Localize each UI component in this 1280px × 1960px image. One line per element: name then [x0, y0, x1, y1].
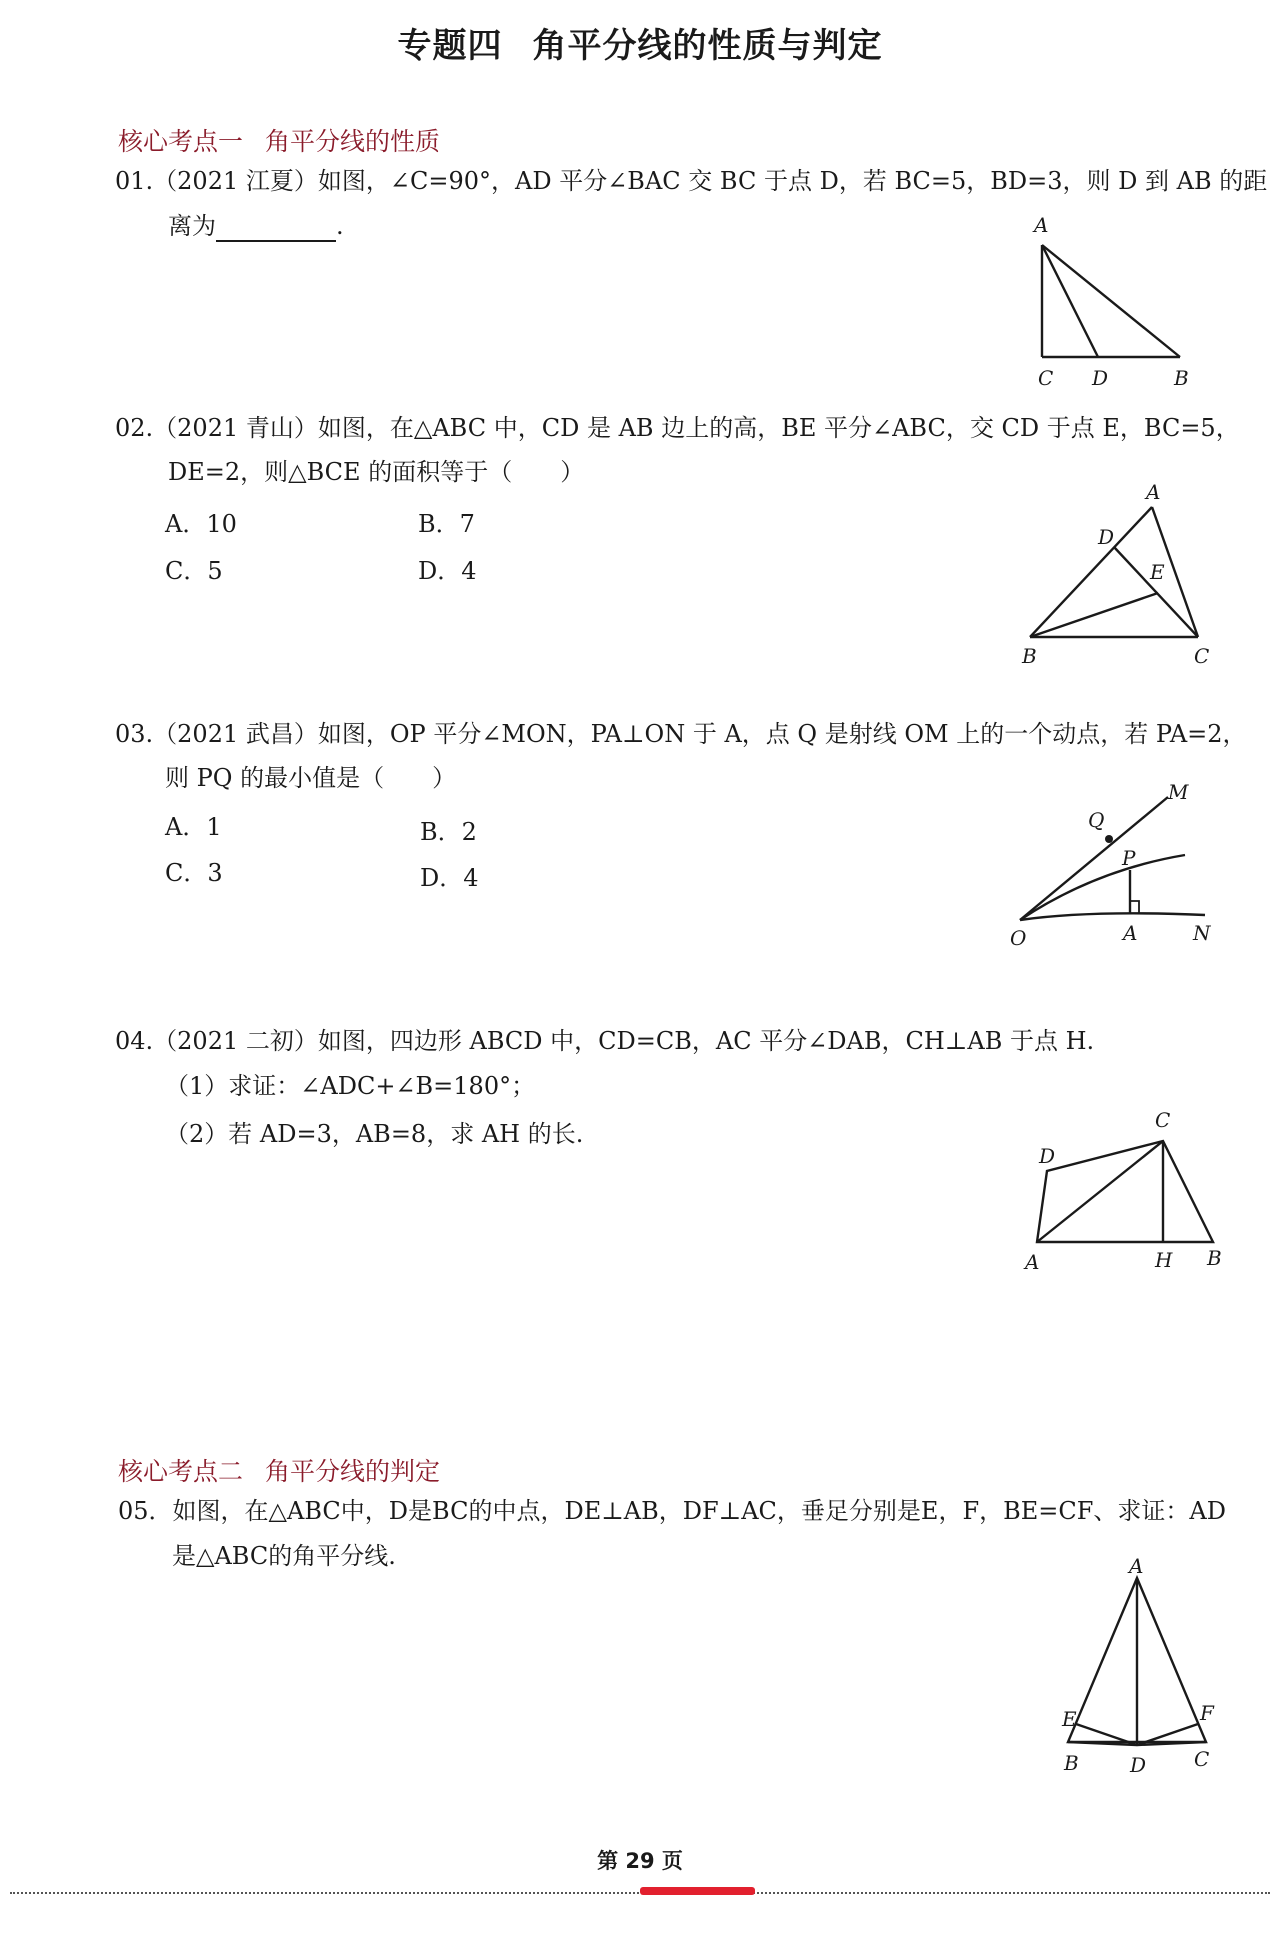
q2-label-e: E: [1150, 560, 1165, 584]
q3-label-o: O: [1010, 926, 1027, 950]
q2-option-b[interactable]: B．7: [418, 510, 475, 538]
q4-text-line2: （1）求证：∠ADC+∠B=180°；: [165, 1072, 536, 1100]
q5-label-c: C: [1194, 1747, 1210, 1771]
q3-option-b[interactable]: B．2: [420, 818, 477, 846]
q1-figure: [1020, 215, 1220, 395]
q3-option-c[interactable]: C．3: [165, 859, 223, 887]
q5-label-a: A: [1129, 1554, 1144, 1578]
q3-text-line2: 则 PQ 的最小值是（ ）: [165, 764, 457, 792]
q1-label-a: A: [1034, 213, 1049, 237]
q2-label-b: B: [1022, 644, 1037, 668]
q1-text-line2: [168, 210, 344, 242]
section-heading-2: [118, 1452, 440, 1488]
q3-label-q: Q: [1088, 808, 1105, 832]
q2-label-c: C: [1194, 644, 1210, 668]
q2-option-d[interactable]: D．4: [418, 557, 477, 585]
q3-figure: [1000, 775, 1240, 950]
q1-label-c: C: [1038, 366, 1054, 390]
q5-label-d: D: [1130, 1753, 1147, 1777]
q5-text-line2: 是△ABC的角平分线.: [172, 1542, 396, 1570]
footer-accent-bar: [640, 1887, 755, 1895]
q5-label-e: E: [1062, 1707, 1077, 1731]
q3-ray-on: [1020, 913, 1205, 920]
section-1-title: 角平分线的性质: [265, 127, 441, 156]
q4-text-line3: （2）若 AD=3，AB=8，求 AH 的长.: [165, 1120, 584, 1148]
q1-text-line1: 01.（2021 江夏）如图，∠C=90°，AD 平分∠BAC 交 BC 于点 D，若 BC=5，BD=3，则 D 到 AB 的距: [115, 167, 1268, 195]
q3-label-p: P: [1122, 846, 1136, 870]
q1-label-b: B: [1174, 366, 1189, 390]
q2-option-a[interactable]: A．10: [165, 510, 237, 538]
q4-figure: [1015, 1105, 1235, 1275]
section-1-label: 核心考点一: [118, 127, 244, 156]
q5-text-line1: 05．如图，在△ABC中，D是BC的中点，DE⊥AB，DF⊥AC，垂足分别是E，F，BE=CF、求证：AD: [118, 1497, 1226, 1525]
q5-label-f: F: [1200, 1701, 1214, 1725]
section-2-label: 核心考点二: [118, 1457, 244, 1486]
q3-ray-op: [1020, 855, 1185, 920]
q1-edge-ad: [1042, 245, 1098, 357]
q4-quadrilateral-abcd: [1037, 1141, 1213, 1242]
q2-figure: [1010, 480, 1230, 675]
q4-label-c: C: [1155, 1108, 1171, 1132]
q2-label-a: A: [1146, 480, 1161, 504]
q2-text-line1: 02.（2021 青山）如图，在△ABC 中，CD 是 AB 边上的高，BE 平分∠ABC，交 CD 于点 E，BC=5，: [115, 414, 1240, 442]
q2-edge-ab: [1030, 507, 1152, 637]
q2-label-d: D: [1098, 525, 1115, 549]
section-2-title: 角平分线的判定: [265, 1457, 441, 1486]
q2-option-c[interactable]: C．5: [165, 557, 223, 585]
page-number: 第 29 页: [597, 1849, 683, 1873]
section-heading-1: [118, 122, 440, 158]
q3-label-n: N: [1193, 921, 1211, 945]
q3-option-d[interactable]: D．4: [420, 864, 479, 892]
q5-label-b: B: [1064, 1751, 1079, 1775]
q1-label-d: D: [1092, 366, 1109, 390]
title-topic-number: 专题四: [397, 26, 503, 66]
q4-label-a: A: [1025, 1250, 1040, 1274]
q1-prompt: 离为: [168, 212, 216, 240]
q3-text-line1: 03.（2021 武昌）如图，OP 平分∠MON，PA⊥ON 于 A，点 Q 是射线 OM 上的一个动点，若 PA=2，: [115, 720, 1247, 748]
q1-period: .: [336, 212, 344, 240]
page-title: [0, 18, 1280, 67]
q4-label-d: D: [1039, 1144, 1056, 1168]
q2-text-line2: DE=2，则△BCE 的面积等于（ ）: [168, 458, 585, 486]
q3-label-a: A: [1123, 921, 1138, 945]
q4-text-line1: 04.（2021 二初）如图，四边形 ABCD 中，CD=CB，AC 平分∠DAB，CH⊥AB 于点 H.: [115, 1027, 1095, 1055]
q3-option-a[interactable]: A．1: [165, 813, 222, 841]
q5-figure: [1040, 1550, 1220, 1785]
q1-answer-blank: [216, 218, 336, 242]
q1-edge-ab: [1042, 245, 1180, 357]
q3-right-angle-mark: [1130, 901, 1139, 914]
q3-label-m: M: [1168, 780, 1189, 804]
title-topic-name: 角平分线的性质与判定: [532, 26, 883, 66]
q3-point-q: [1105, 835, 1113, 843]
q4-label-h: H: [1155, 1248, 1173, 1272]
q4-label-b: B: [1207, 1246, 1222, 1270]
